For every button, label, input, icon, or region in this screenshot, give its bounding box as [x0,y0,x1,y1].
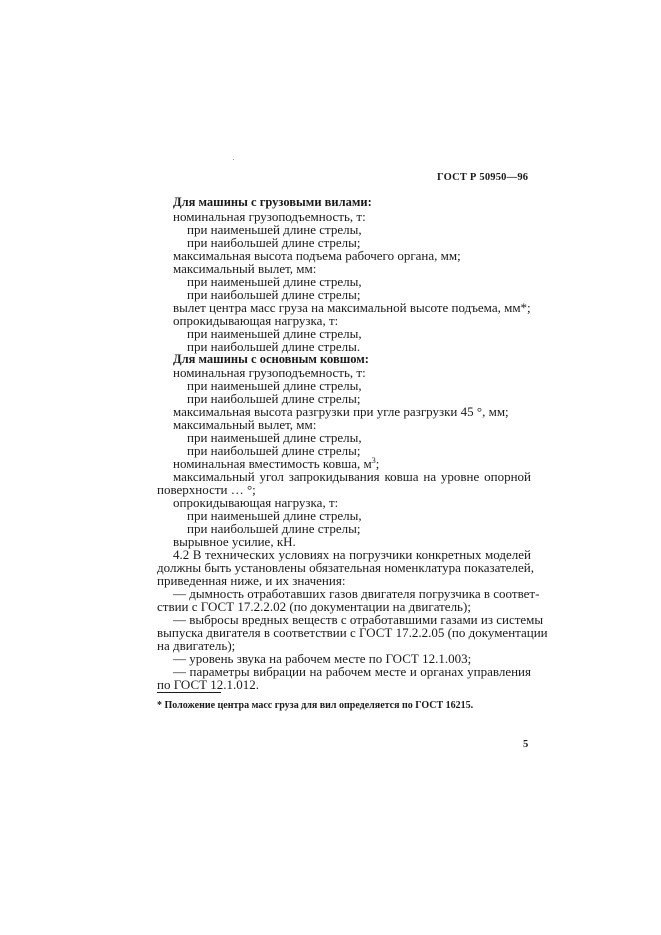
text-line: при наибольшей длине стрелы; [187,521,361,536]
text-line: при наименьшей длине стрелы, [187,508,362,523]
footnote: * Положение центра масс груза для вил определяется по ГОСТ 16215. [157,700,474,711]
text-line: при наименьшей длине стрелы, [187,326,362,341]
text-line: при наибольшей длине стрелы; [187,235,361,250]
text-line: максимальная высота подъема рабочего органа, мм; [173,248,461,263]
text-line: максимальная высота разгрузки при угле разгрузки 45 °, мм; [173,404,509,419]
text-line: при наибольшей длине стрелы. [187,339,361,354]
text-line: при наибольшей длине стрелы; [187,391,361,406]
section-heading-fork: Для машины с грузовыми вилами: [173,195,372,209]
paragraph-4-2-line: должны быть установлены обязательная номенклатура показателей, [157,560,534,575]
list-item-line: — уровень звука на рабочем месте по ГОСТ 12.1.003; [173,651,472,666]
list-item-line: на двигатель); [157,638,236,653]
text-line: максимальный вылет, мм: [173,261,317,276]
text-line: при наименьшей длине стрелы, [187,222,362,237]
section-heading-bucket: Для машины с основным ковшом: [173,352,369,366]
paragraph-4-2-line: приведенная ниже, и их значения: [157,573,346,588]
list-item-line: — выбросы вредных веществ с отработавшими газами из системы [173,612,544,627]
list-item-line: выпуска двигателя в соответствии с ГОСТ 17.2.2.05 (по документации [157,625,548,640]
text-line: номинальная грузоподъемность, т: [173,365,366,380]
text-line: опрокидывающая нагрузка, т: [173,313,339,328]
text-line: номинальная грузоподъемность, т: [173,209,366,224]
text-line: опрокидывающая нагрузка, т: [173,495,339,510]
paragraph-4-2-line: 4.2 В технических условиях на погрузчики конкретных моделей [173,547,531,562]
text-line: поверхности … °; [157,482,256,497]
text-line: максимальный угол запрокидывания ковша на уровне опорной [173,469,531,484]
footnote-divider [157,692,221,693]
text-fragment: ; [375,456,380,471]
text-line: вырывное усилие, кН. [173,534,296,549]
text-line: при наименьшей длине стрелы, [187,430,362,445]
text-line: при наибольшей длине стрелы; [187,443,361,458]
page-number: 5 [523,739,529,750]
scan-speck [233,159,234,160]
list-item-line: по ГОСТ 12.1.012. [157,677,260,692]
list-item-line: — дымность отработавших газов двигателя погрузчика в соответ- [173,586,540,601]
text-line: при наибольшей длине стрелы; [187,287,361,302]
text-line: при наименьшей длине стрелы, [187,274,362,289]
list-item-line: ствии с ГОСТ 17.2.2.02 (по документации на двигатель); [157,599,471,614]
list-item-line: — параметры вибрации на рабочем месте и органах управления [173,664,531,679]
text-line: при наименьшей длине стрелы, [187,378,362,393]
text-line: максимальный вылет, мм: [173,417,317,432]
text-line: вылет центра масс груза на максимальной высоте подъема, мм*; [173,300,531,315]
superscript: 3 [371,456,376,465]
document-header: ГОСТ Р 50950—96 [437,172,529,183]
text-fragment: номинальная вместимость ковша, м [173,456,372,471]
